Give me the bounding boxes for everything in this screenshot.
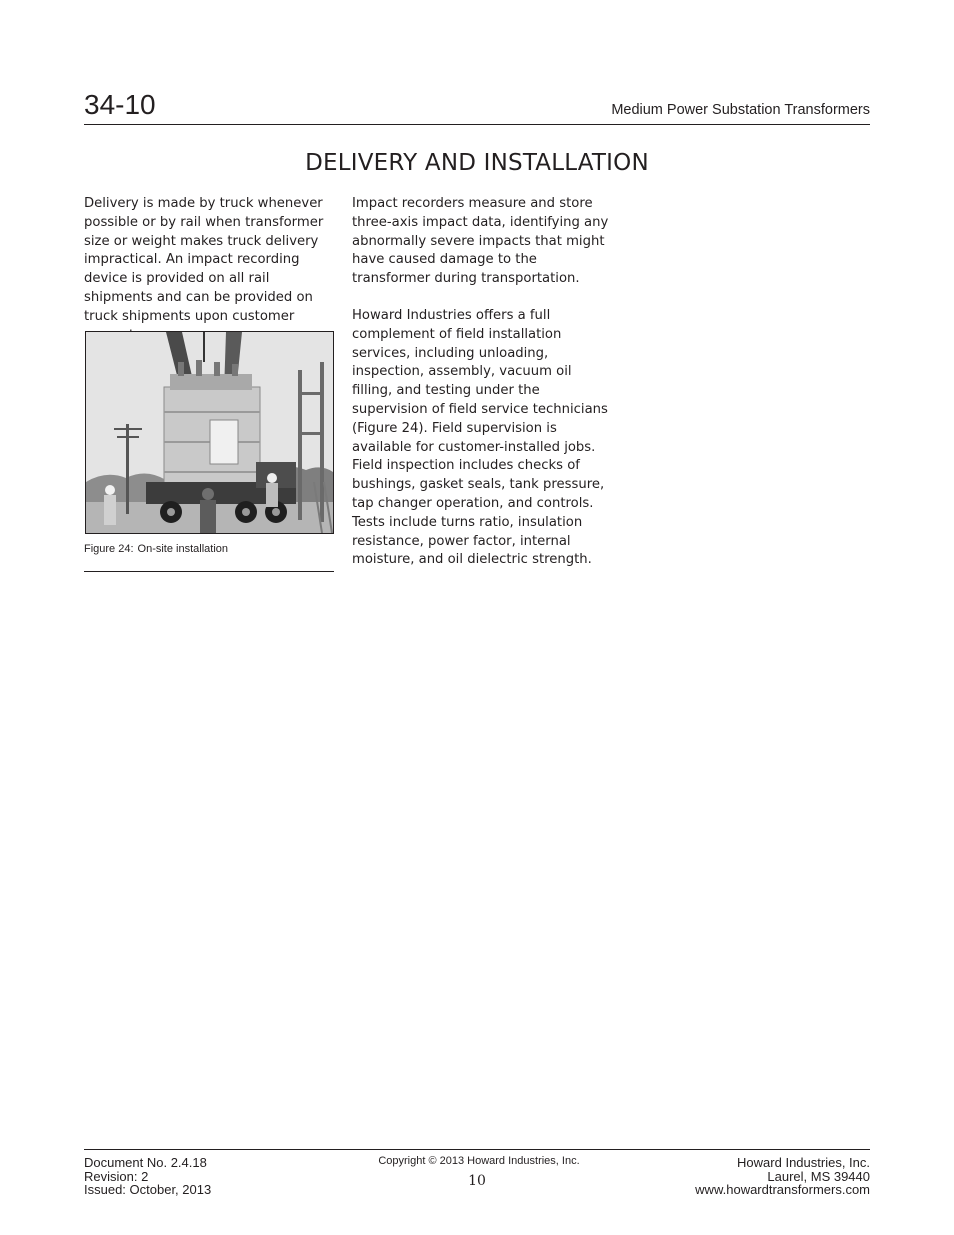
- document-title: Medium Power Substation Transformers: [611, 102, 870, 118]
- company-name: Howard Industries, Inc.: [737, 1155, 870, 1170]
- issue-date: Issued: October, 2013: [84, 1182, 212, 1197]
- page-heading: DELIVERY AND INSTALLATION: [305, 150, 649, 176]
- left-column: [84, 195, 334, 345]
- impact-recorder-paragraph: Impact recorders measure and store three-axis impact data, identifying any abnormally severe impacts that might have caused damage to the transformer during transportation.: [352, 196, 609, 287]
- figure-caption-text: On-site installation: [137, 543, 229, 555]
- figure-24: [84, 330, 334, 572]
- page-footer: [84, 1149, 870, 1200]
- revision: Revision: 2: [84, 1168, 149, 1184]
- copyright: Copyright © 2013 Howard Industries, Inc.: [378, 1155, 580, 1167]
- figure-caption: [84, 543, 228, 555]
- company-address: Laurel, MS 39440: [767, 1168, 870, 1184]
- page-header: [84, 86, 870, 125]
- field-services-paragraph: Howard Industries offers a full complement of field installation services, including unloading, inspection, assembly, vacuum oil filling, and testing under the supervision of field service technicians (Figure 24). Field supervision is available for customer-installed jobs. Field inspection includes checks of bushings, gasket seals, tank pressure, tap changer operation, and controls. Tests include turns ratio, insulation resistance, power factor, internal moisture, and oil dielectric strength.: [352, 307, 608, 568]
- company-info: [695, 1156, 870, 1197]
- installation-photo: [85, 331, 334, 534]
- right-column: [352, 195, 614, 570]
- installation-photo-illustration: [86, 332, 333, 533]
- page-number: 10: [468, 1173, 486, 1189]
- figure-label: Figure 24:: [84, 543, 134, 555]
- section-number: 34-10: [84, 89, 156, 120]
- company-website-link[interactable]: www.howardtransformers.com: [695, 1182, 870, 1197]
- document-number: Document No. 2.4.18: [84, 1155, 207, 1170]
- delivery-paragraph: Delivery is made by truck whenever possible or by rail when transformer size or weight makes truck delivery impractical. An impact recording device is provided on all rail shipments and can be provided on truck shipments upon customer: [84, 196, 324, 324]
